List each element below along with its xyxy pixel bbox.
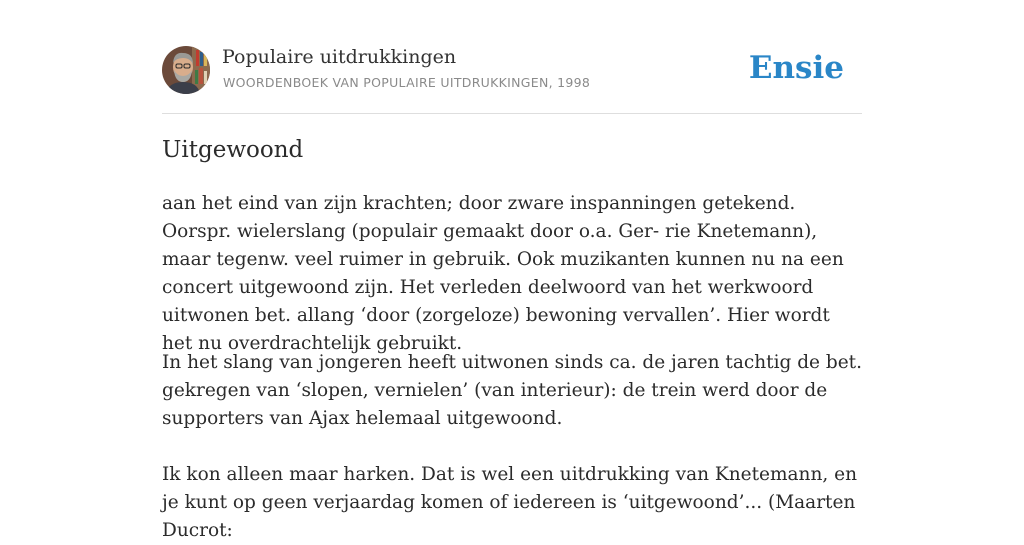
entry-paragraph-2: In het slang van jongeren heeft uitwonen sinds ca. de jaren tachtig de bet. gekregen van ‘slopen, vernielen’ (van interieur): de trein werd door de supporters van Ajax helemaal uitgewoond. (162, 352, 862, 429)
author-avatar[interactable] (162, 46, 210, 94)
author-portrait-icon (162, 46, 210, 94)
entry-header (162, 0, 862, 114)
entry-quote-paragraph: Ik kon alleen maar harken. Dat is wel een uitdrukking van Knetemann, en je kunt op geen verjaardag komen of iedereen is ‘uitgewoond’... (Maarten Ducrot: (162, 464, 857, 541)
entry-title: Uitgewoond (162, 137, 304, 163)
entry-paragraph-1: aan het eind van zijn krachten; door zware inspanningen getekend. Oorspr. wielerslang (populair gemaakt door o.a. Ger- rie Knetemann), maar tegenw. veel ruimer in gebruik. Ook muzikanten kunnen nu na een concert uitgewoond zijn. Het verleden deelwoord van het werkwoord uitwonen bet. allang ‘door (zorgeloze) bewoning vervallen’. Hier wordt het nu overdrachtelijk gebruikt. (162, 193, 844, 354)
ensie-logo[interactable]: Ensie (748, 50, 844, 86)
entry-page (162, 0, 862, 541)
source-title[interactable]: Populaire uitdrukkingen (222, 46, 457, 68)
source-subtitle: WOORDENBOEK VAN POPULAIRE UITDRUKKINGEN, 1998 (223, 75, 591, 90)
